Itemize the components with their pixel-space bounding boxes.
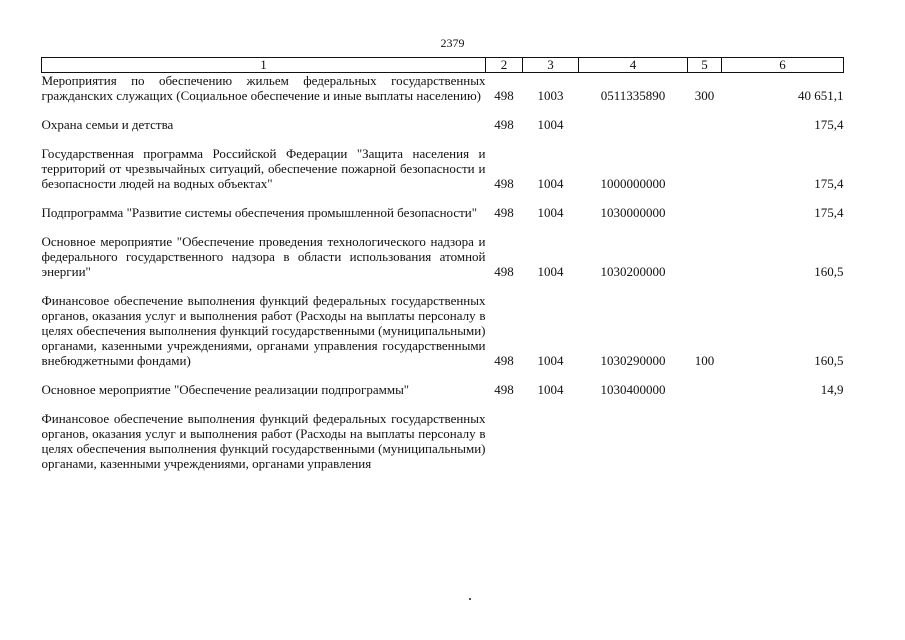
budget-table: [41, 57, 844, 471]
row-name: Основное мероприятие "Обеспечение проведения технологического надзора и федерального государственного надзора в области использования атомной энергии": [41, 234, 486, 279]
row-col2: 498: [494, 88, 514, 103]
row-col3: 1004: [537, 264, 564, 279]
table-row: [42, 382, 844, 397]
row-col3: 1004: [537, 176, 564, 191]
column-header-2: 2: [486, 58, 523, 73]
row-col6: 175,4: [814, 176, 844, 191]
table-row: [42, 411, 844, 471]
row-col3: 1003: [537, 88, 564, 103]
row-name: Финансовое обеспечение выполнения функций федеральных государственных органов, оказания услуг и выполнения работ (Расходы на выплаты персоналу в целях обеспечения выполнения функций государственными (муниципальными) органами, казенными учреждениями, органами управления государственными внебюджетными фондами): [41, 293, 486, 368]
table-row: [42, 205, 844, 220]
row-col6: 175,4: [814, 205, 844, 220]
row-name: Подпрограмма "Развитие системы обеспечения промышленной безопасности": [41, 205, 478, 220]
row-col5: [688, 117, 722, 132]
column-header-1: 1: [42, 58, 486, 73]
row-col5: 100: [694, 353, 715, 368]
column-header-4: 4: [579, 58, 688, 73]
row-name: Финансовое обеспечение выполнения функций федеральных государственных органов, оказания услуг и выполнения работ (Расходы на выплаты персоналу в целях обеспечения выполнения функций государственными (муниципальными) органами, казенными учреждениями, органами управления: [41, 411, 486, 471]
row-col6: 14,9: [820, 382, 844, 397]
row-name: Охрана семьи и детства: [41, 117, 174, 132]
row-col2: 498: [494, 176, 514, 191]
row-col5: 300: [694, 88, 715, 103]
row-col2: 498: [494, 264, 514, 279]
row-col2: 498: [494, 117, 514, 132]
row-col6: 160,5: [814, 353, 844, 368]
row-col2: 498: [494, 382, 514, 397]
row-col5: [688, 146, 722, 191]
row-col5: [688, 205, 722, 220]
row-col5: [688, 411, 722, 471]
row-col4: [579, 411, 688, 471]
row-col2: 498: [494, 353, 514, 368]
column-header-5: 5: [688, 58, 722, 73]
table-row: [42, 293, 844, 368]
row-col3: 1004: [537, 117, 564, 132]
table-row: [42, 146, 844, 191]
row-name: Основное мероприятие "Обеспечение реализации подпрограммы": [41, 382, 410, 397]
row-col3: [523, 411, 579, 471]
page-number: 2379: [440, 36, 465, 50]
row-col5: [688, 234, 722, 279]
row-col3: 1004: [537, 353, 564, 368]
row-col5: [688, 382, 722, 397]
table-row: [42, 234, 844, 279]
row-col2: 498: [494, 205, 514, 220]
row-col6: 160,5: [814, 264, 844, 279]
table-row: [42, 117, 844, 132]
row-col6: 175,4: [814, 117, 844, 132]
column-header-3: 3: [523, 58, 579, 73]
row-col4: 1030290000: [600, 353, 666, 368]
row-col3: 1004: [537, 382, 564, 397]
row-name: Мероприятия по обеспечению жильем федеральных государственных гражданских служащих (Социальное обеспечение и иные выплаты населению): [41, 73, 486, 103]
row-col4: 1030200000: [600, 264, 666, 279]
row-col2: [486, 411, 523, 471]
row-col4: 1000000000: [600, 176, 666, 191]
row-name: Государственная программа Российской Федерации "Защита населения и территорий от чрезвычайных ситуаций, обеспечение пожарной безопасности и безопасности людей на водных объектах": [41, 146, 486, 191]
header-row: [42, 58, 844, 73]
row-col4: 0511335890: [600, 88, 666, 103]
row-col4: [579, 117, 688, 132]
row-col6: [722, 411, 844, 471]
row-col4: 1030000000: [600, 205, 666, 220]
row-col4: 1030400000: [600, 382, 666, 397]
column-header-6: 6: [722, 58, 844, 73]
scan-mark: [469, 598, 471, 600]
row-col6: 40 651,1: [798, 88, 844, 103]
row-col3: 1004: [537, 205, 564, 220]
table-row: [42, 73, 844, 104]
